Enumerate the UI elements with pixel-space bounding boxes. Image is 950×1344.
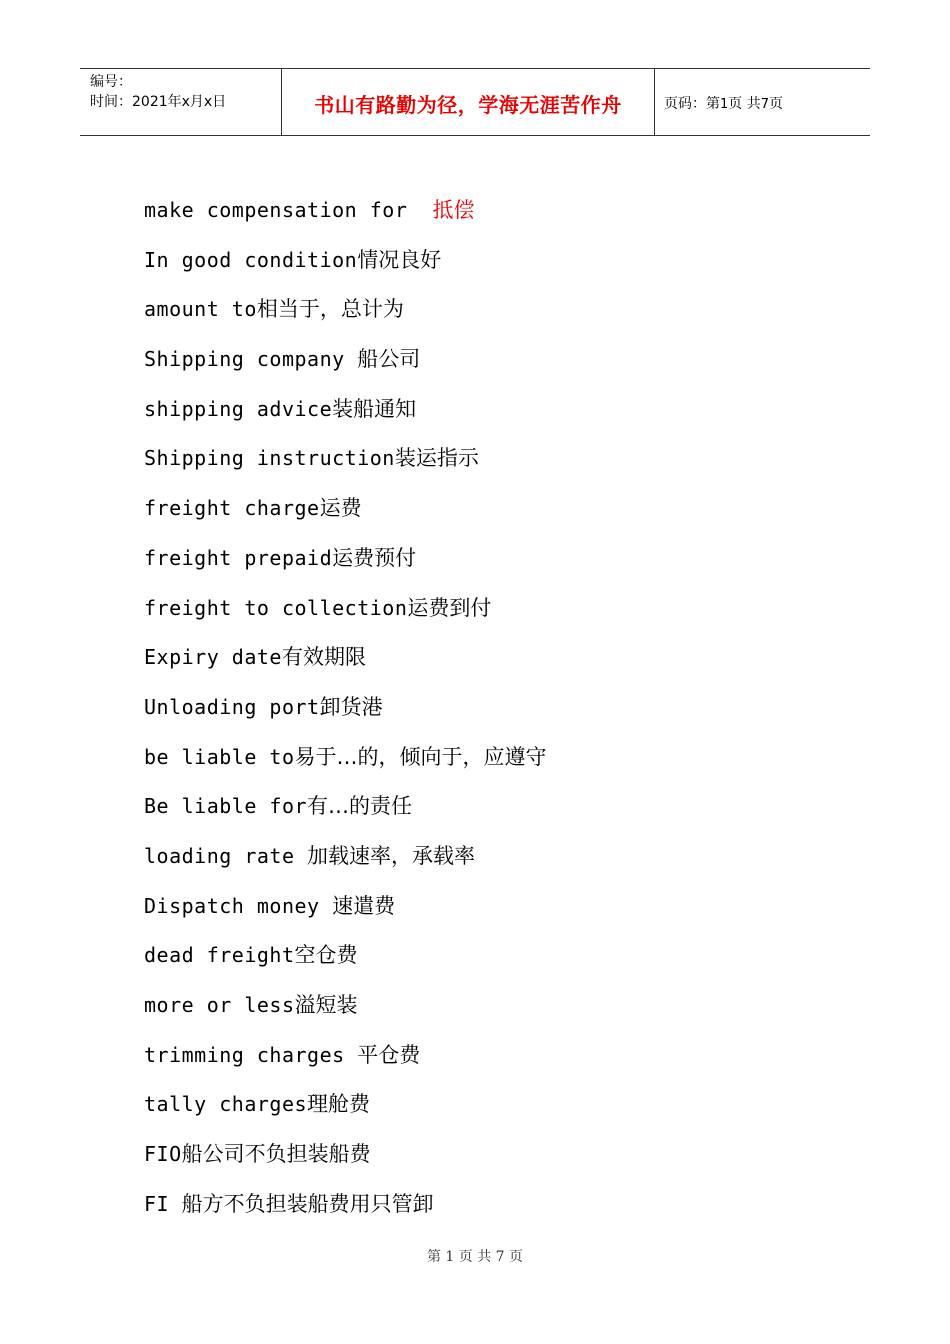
entry-english: more or less: [144, 993, 295, 1017]
glossary-entry: [144, 1184, 844, 1234]
header-divider-right: [654, 69, 655, 136]
entry-chinese: 抵偿: [432, 198, 475, 222]
glossary-entry: [144, 588, 844, 638]
entry-chinese: 相当于，总计为: [256, 297, 404, 322]
entry-chinese: 装运指示: [394, 446, 479, 471]
glossary-entry: [144, 637, 844, 687]
entry-chinese: 情况良好: [357, 247, 442, 272]
entry-chinese: 卸货港: [319, 694, 383, 719]
entry-english: amount to: [144, 297, 257, 322]
glossary-list: [144, 190, 844, 1233]
glossary-entry: [144, 1084, 844, 1134]
header-motto: 书山有路勤为径，学海无涯苦作舟: [314, 93, 622, 117]
glossary-entry: [144, 1035, 844, 1085]
entry-chinese: 加载速率，承载率: [307, 843, 476, 868]
entry-english: shipping advice: [144, 396, 333, 421]
glossary-entry: [144, 488, 844, 538]
entry-english: FI: [144, 1191, 182, 1216]
page-total: 7: [760, 97, 770, 112]
entry-english: dead freight: [144, 943, 295, 968]
page-prefix: 页码：第: [664, 96, 720, 112]
header-page-indicator: [664, 93, 783, 113]
entry-chinese: 装船通知: [332, 396, 417, 421]
glossary-entry: [144, 935, 844, 985]
entry-chinese: 运费到付: [407, 595, 492, 620]
entry-chinese: 船方不负担装船费用只管卸: [181, 1191, 434, 1216]
page-header: [80, 68, 870, 136]
glossary-entry: [144, 339, 844, 389]
header-meta: [90, 72, 226, 112]
entry-chinese: 空仓费: [294, 943, 358, 968]
entry-english: freight to collection: [144, 595, 408, 620]
glossary-entry: [144, 289, 844, 339]
entry-english: Expiry date: [144, 645, 282, 670]
entry-english: Shipping instruction: [144, 446, 395, 471]
entry-english: make compensation for: [144, 198, 433, 222]
entry-english: trimming charges: [144, 1042, 358, 1067]
entry-chinese: 易于…的，倾向于，应遵守: [294, 744, 547, 769]
glossary-entry: [144, 538, 844, 588]
entry-english: Shipping company: [144, 347, 358, 372]
entry-chinese: 运费预付: [332, 545, 417, 570]
entry-chinese: 船公司: [357, 347, 421, 372]
glossary-entry: [144, 886, 844, 936]
entry-chinese: 船公司不负担装船费: [181, 1142, 371, 1167]
entry-chinese: 有…的责任: [307, 794, 413, 819]
entry-chinese: 运费: [319, 496, 362, 521]
glossary-entry: [144, 786, 844, 836]
glossary-entry: [144, 240, 844, 290]
entry-chinese: 理舱费: [307, 1092, 371, 1117]
glossary-entry: [144, 190, 844, 240]
entry-english: be liable to: [144, 744, 295, 769]
entry-english: Unloading port: [144, 694, 320, 719]
glossary-entry: [144, 438, 844, 488]
entry-chinese: 速遣费: [332, 893, 396, 918]
entry-chinese: 有效期限: [281, 645, 366, 670]
page-current: 1: [720, 97, 729, 112]
date-line: 时间：2021年x月x日: [90, 94, 227, 110]
entry-english: In good condition: [144, 247, 358, 272]
entry-chinese: 平仓费: [357, 1042, 421, 1067]
entry-english: FIO: [144, 1142, 182, 1167]
glossary-entry: [144, 687, 844, 737]
entry-english: Be liable for: [144, 794, 308, 819]
glossary-entry: [144, 389, 844, 439]
entry-english: freight prepaid: [144, 545, 333, 570]
entry-english: tally charges: [144, 1092, 308, 1117]
entry-chinese: 溢短装: [294, 993, 358, 1017]
entry-english: freight charge: [144, 496, 320, 521]
page-footer: 第 1 页 共 7 页: [426, 1249, 524, 1265]
glossary-entry: [144, 1134, 844, 1184]
glossary-entry: [144, 985, 844, 1035]
entry-english: loading rate: [144, 843, 308, 868]
page-middle: 页 共: [728, 96, 761, 112]
entry-english: Dispatch money: [144, 893, 333, 918]
page-suffix: 页: [769, 96, 784, 112]
glossary-entry: [144, 737, 844, 787]
serial-label: 编号：: [90, 74, 132, 90]
glossary-entry: [144, 836, 844, 886]
